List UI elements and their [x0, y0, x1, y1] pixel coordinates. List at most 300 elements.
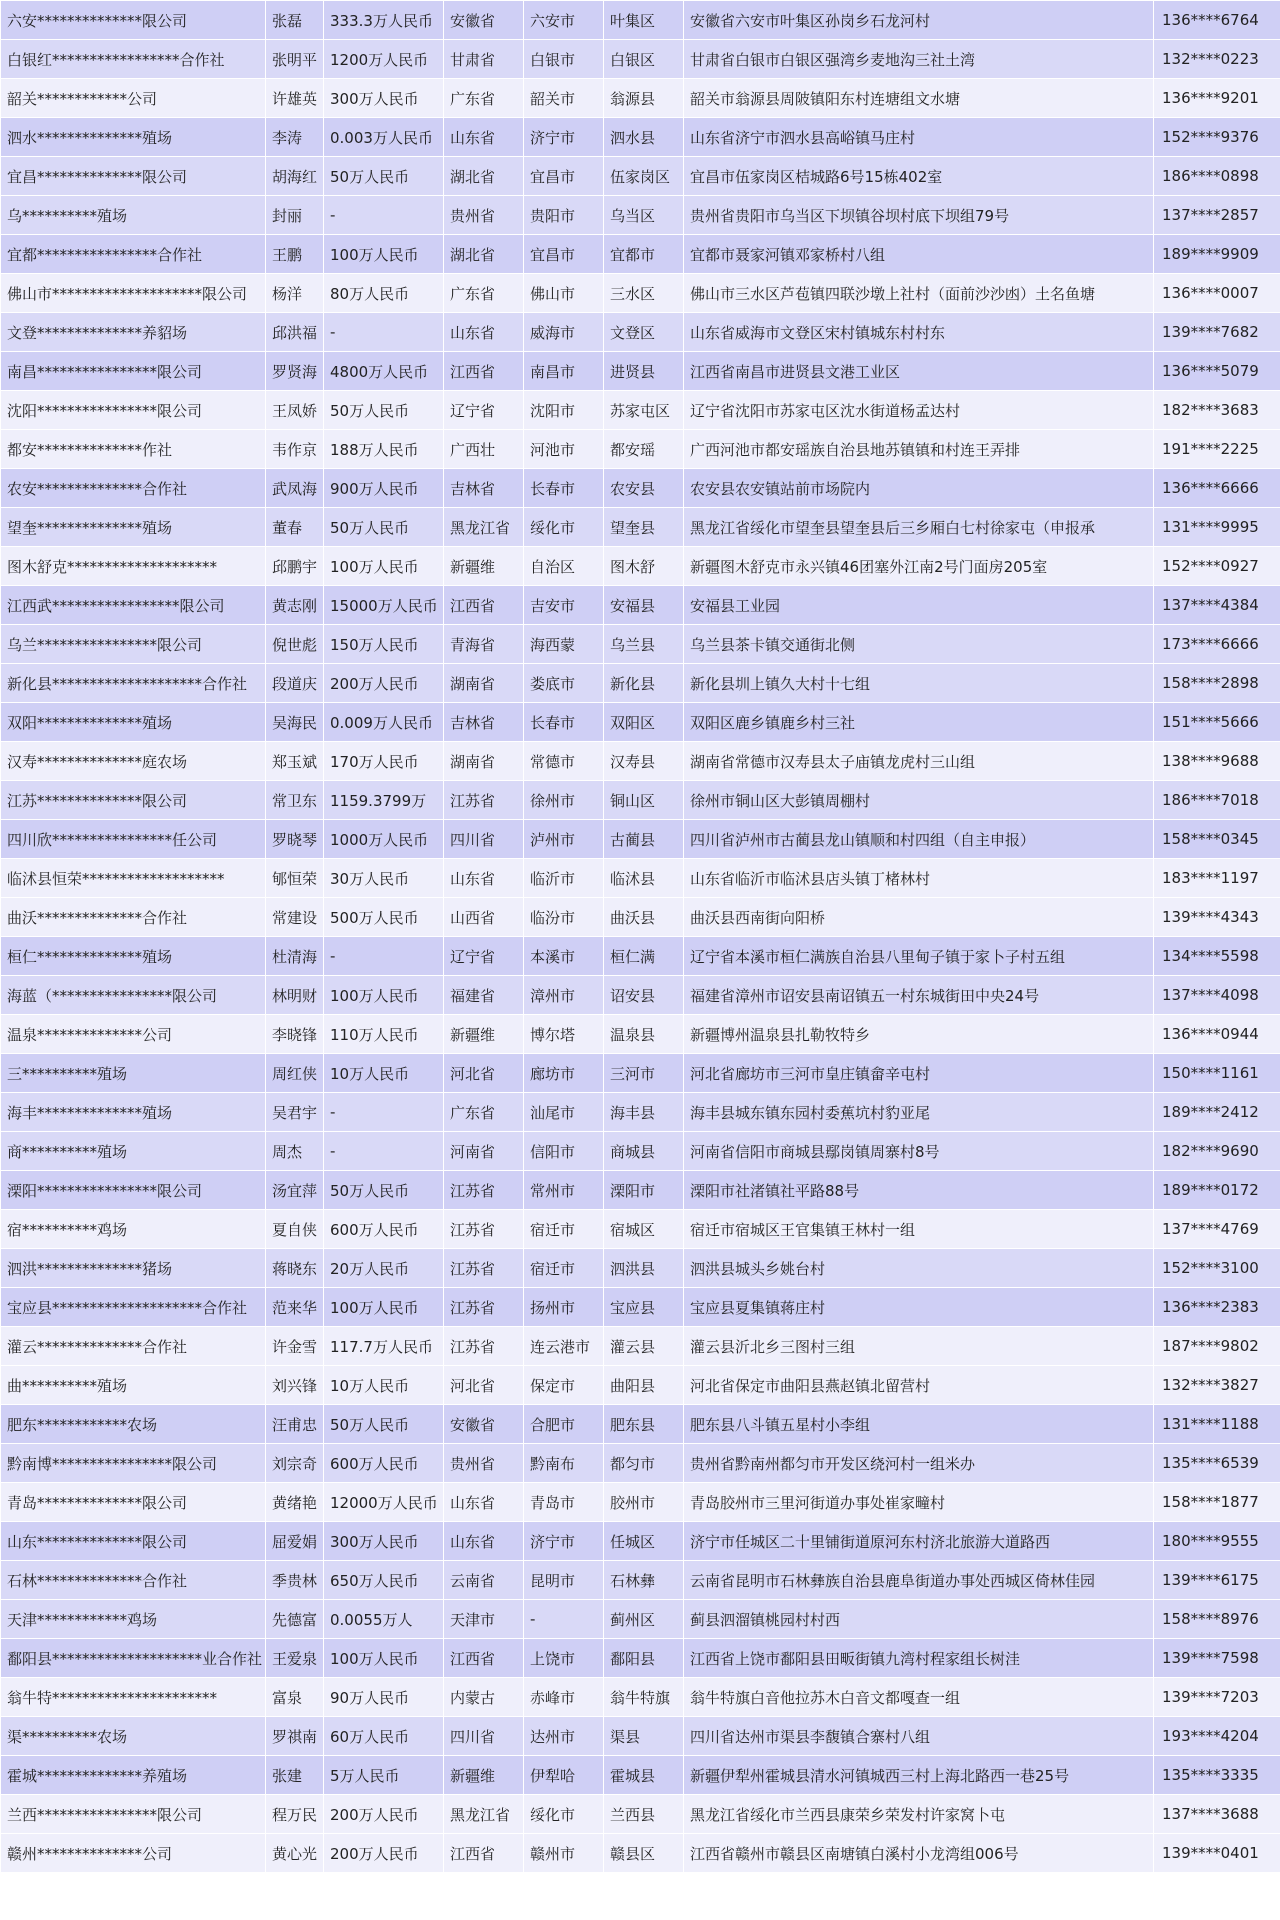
company-name-cell: 汉寿**************庭农场 — [1, 742, 266, 781]
phone-cell: 139****4343 — [1154, 898, 1280, 937]
district-cell: 都安瑶 — [604, 430, 684, 469]
legal-person-cell: 段道庆 — [266, 664, 324, 703]
city-cell: 连云港市 — [524, 1327, 604, 1366]
capital-cell: 170万人民币 — [324, 742, 444, 781]
city-cell: 常州市 — [524, 1171, 604, 1210]
phone-cell: 138****9688 — [1154, 742, 1280, 781]
legal-person-cell: 先德富 — [266, 1600, 324, 1639]
capital-cell: 50万人民币 — [324, 157, 444, 196]
address-cell: 云南省昆明市石林彝族自治县鹿阜街道办事处西城区倚林佳园 — [684, 1561, 1154, 1600]
company-name-cell: 温泉**************公司 — [1, 1015, 266, 1054]
capital-cell: 100万人民币 — [324, 1639, 444, 1678]
table-row — [1, 1483, 1280, 1522]
district-cell: 赣县区 — [604, 1834, 684, 1873]
province-cell: 天津市 — [444, 1600, 524, 1639]
address-cell: 徐州市铜山区大彭镇周棚村 — [684, 781, 1154, 820]
table-row — [1, 1678, 1280, 1717]
city-cell: 娄底市 — [524, 664, 604, 703]
capital-cell: 117.7万人民币 — [324, 1327, 444, 1366]
capital-cell: 650万人民币 — [324, 1561, 444, 1600]
address-cell: 福建省漳州市诏安县南诏镇五一村东城街田中央24号 — [684, 976, 1154, 1015]
province-cell: 吉林省 — [444, 703, 524, 742]
legal-person-cell: 吴君宇 — [266, 1093, 324, 1132]
district-cell: 三水区 — [604, 274, 684, 313]
phone-cell: 136****9201 — [1154, 79, 1280, 118]
legal-person-cell: 邱洪福 — [266, 313, 324, 352]
address-cell: 灌云县沂北乡三图村三组 — [684, 1327, 1154, 1366]
phone-cell: 187****9802 — [1154, 1327, 1280, 1366]
address-cell: 贵州省贵阳市乌当区下坝镇谷坝村底下坝组79号 — [684, 196, 1154, 235]
company-name-cell: 乌**********殖场 — [1, 196, 266, 235]
phone-cell: 180****9555 — [1154, 1522, 1280, 1561]
city-cell: - — [524, 1600, 604, 1639]
capital-cell: 50万人民币 — [324, 508, 444, 547]
city-cell: 赤峰市 — [524, 1678, 604, 1717]
legal-person-cell: 杜清海 — [266, 937, 324, 976]
capital-cell: 188万人民币 — [324, 430, 444, 469]
company-name-cell: 宜昌**************限公司 — [1, 157, 266, 196]
phone-cell: 139****0401 — [1154, 1834, 1280, 1873]
province-cell: 山东省 — [444, 1483, 524, 1522]
legal-person-cell: 郑玉斌 — [266, 742, 324, 781]
province-cell: 湖南省 — [444, 742, 524, 781]
province-cell: 山东省 — [444, 313, 524, 352]
phone-cell: 132****3827 — [1154, 1366, 1280, 1405]
district-cell: 安福县 — [604, 586, 684, 625]
address-cell: 四川省达州市渠县李馥镇合寨村八组 — [684, 1717, 1154, 1756]
phone-cell: 152****3100 — [1154, 1249, 1280, 1288]
table-row — [1, 40, 1280, 79]
district-cell: 肥东县 — [604, 1405, 684, 1444]
address-cell: 河北省廊坊市三河市皇庄镇畲辛屯村 — [684, 1054, 1154, 1093]
province-cell: 江苏省 — [444, 1327, 524, 1366]
address-cell: 山东省威海市文登区宋村镇城东村村东 — [684, 313, 1154, 352]
province-cell: 青海省 — [444, 625, 524, 664]
phone-cell: 173****6666 — [1154, 625, 1280, 664]
city-cell: 汕尾市 — [524, 1093, 604, 1132]
company-name-cell: 灌云**************合作社 — [1, 1327, 266, 1366]
capital-cell: 500万人民币 — [324, 898, 444, 937]
province-cell: 云南省 — [444, 1561, 524, 1600]
address-cell: 山东省临沂市临沭县店头镇丁楮林村 — [684, 859, 1154, 898]
table-row — [1, 1132, 1280, 1171]
legal-person-cell: 夏自侠 — [266, 1210, 324, 1249]
address-cell: 翁牛特旗白音他拉苏木白音文都嘎查一组 — [684, 1678, 1154, 1717]
city-cell: 保定市 — [524, 1366, 604, 1405]
table-row — [1, 274, 1280, 313]
district-cell: 苏家屯区 — [604, 391, 684, 430]
city-cell: 南昌市 — [524, 352, 604, 391]
district-cell: 兰西县 — [604, 1795, 684, 1834]
table-row — [1, 430, 1280, 469]
company-name-cell: 临沭县恒荣******************* — [1, 859, 266, 898]
city-cell: 徐州市 — [524, 781, 604, 820]
legal-person-cell: 王鹏 — [266, 235, 324, 274]
city-cell: 绥化市 — [524, 1795, 604, 1834]
phone-cell: 189****2412 — [1154, 1093, 1280, 1132]
province-cell: 广西壮 — [444, 430, 524, 469]
company-name-cell: 兰西****************限公司 — [1, 1795, 266, 1834]
address-cell: 河北省保定市曲阳县燕赵镇北留营村 — [684, 1366, 1154, 1405]
capital-cell: - — [324, 937, 444, 976]
city-cell: 廊坊市 — [524, 1054, 604, 1093]
city-cell: 昆明市 — [524, 1561, 604, 1600]
province-cell: 山东省 — [444, 118, 524, 157]
legal-person-cell: 张磊 — [266, 1, 324, 40]
capital-cell: 100万人民币 — [324, 1288, 444, 1327]
phone-cell: 152****9376 — [1154, 118, 1280, 157]
city-cell: 六安市 — [524, 1, 604, 40]
capital-cell: 10万人民币 — [324, 1054, 444, 1093]
legal-person-cell: 李涛 — [266, 118, 324, 157]
table-row — [1, 1210, 1280, 1249]
legal-person-cell: 黄心光 — [266, 1834, 324, 1873]
city-cell: 长春市 — [524, 469, 604, 508]
legal-person-cell: 王爱泉 — [266, 1639, 324, 1678]
legal-person-cell: 李晓锋 — [266, 1015, 324, 1054]
district-cell: 曲沃县 — [604, 898, 684, 937]
address-cell: 新化县圳上镇久大村十七组 — [684, 664, 1154, 703]
legal-person-cell: 许金雪 — [266, 1327, 324, 1366]
legal-person-cell: 封丽 — [266, 196, 324, 235]
phone-cell: 139****7598 — [1154, 1639, 1280, 1678]
district-cell: 宝应县 — [604, 1288, 684, 1327]
table-row — [1, 1717, 1280, 1756]
table-row — [1, 1093, 1280, 1132]
province-cell: 山东省 — [444, 859, 524, 898]
table-row — [1, 820, 1280, 859]
table-row — [1, 859, 1280, 898]
province-cell: 辽宁省 — [444, 937, 524, 976]
city-cell: 黔南布 — [524, 1444, 604, 1483]
city-cell: 达州市 — [524, 1717, 604, 1756]
company-name-cell: 肥东************农场 — [1, 1405, 266, 1444]
legal-person-cell: 蒋晓东 — [266, 1249, 324, 1288]
legal-person-cell: 刘宗奇 — [266, 1444, 324, 1483]
province-cell: 广东省 — [444, 1093, 524, 1132]
capital-cell: 0.009万人民币 — [324, 703, 444, 742]
capital-cell: 600万人民币 — [324, 1444, 444, 1483]
legal-person-cell: 范来华 — [266, 1288, 324, 1327]
legal-person-cell: 吴海民 — [266, 703, 324, 742]
phone-cell: 191****2225 — [1154, 430, 1280, 469]
province-cell: 四川省 — [444, 820, 524, 859]
phone-cell: 135****6539 — [1154, 1444, 1280, 1483]
phone-cell: 183****1197 — [1154, 859, 1280, 898]
legal-person-cell: 周杰 — [266, 1132, 324, 1171]
phone-cell: 158****0345 — [1154, 820, 1280, 859]
company-name-cell: 海丰**************殖场 — [1, 1093, 266, 1132]
address-cell: 农安县农安镇站前市场院内 — [684, 469, 1154, 508]
capital-cell: 15000万人民币 — [324, 586, 444, 625]
city-cell: 临汾市 — [524, 898, 604, 937]
address-cell: 河南省信阳市商城县鄢岗镇周寨村8号 — [684, 1132, 1154, 1171]
district-cell: 乌兰县 — [604, 625, 684, 664]
district-cell: 胶州市 — [604, 1483, 684, 1522]
table-row — [1, 469, 1280, 508]
city-cell: 自治区 — [524, 547, 604, 586]
district-cell: 溧阳市 — [604, 1171, 684, 1210]
district-cell: 铜山区 — [604, 781, 684, 820]
legal-person-cell: 富泉 — [266, 1678, 324, 1717]
district-cell: 三河市 — [604, 1054, 684, 1093]
table-row — [1, 235, 1280, 274]
city-cell: 常德市 — [524, 742, 604, 781]
capital-cell: - — [324, 1093, 444, 1132]
legal-person-cell: 罗晓琴 — [266, 820, 324, 859]
province-cell: 贵州省 — [444, 1444, 524, 1483]
capital-cell: 50万人民币 — [324, 1405, 444, 1444]
phone-cell: 139****7203 — [1154, 1678, 1280, 1717]
company-name-cell: 佛山市********************限公司 — [1, 274, 266, 313]
table-row — [1, 976, 1280, 1015]
table-row — [1, 664, 1280, 703]
city-cell: 贵阳市 — [524, 196, 604, 235]
company-name-cell: 沈阳****************限公司 — [1, 391, 266, 430]
district-cell: 诏安县 — [604, 976, 684, 1015]
address-cell: 肥东县八斗镇五星村小李组 — [684, 1405, 1154, 1444]
company-name-cell: 望奎**************殖场 — [1, 508, 266, 547]
district-cell: 宿城区 — [604, 1210, 684, 1249]
phone-cell: 151****5666 — [1154, 703, 1280, 742]
capital-cell: 100万人民币 — [324, 235, 444, 274]
capital-cell: 200万人民币 — [324, 1795, 444, 1834]
phone-cell: 189****0172 — [1154, 1171, 1280, 1210]
capital-cell: 300万人民币 — [324, 79, 444, 118]
address-cell: 海丰县城东镇东园村委蕉坑村豹亚尾 — [684, 1093, 1154, 1132]
province-cell: 黑龙江省 — [444, 1795, 524, 1834]
address-cell: 曲沃县西南街向阳桥 — [684, 898, 1154, 937]
company-name-cell: 农安**************合作社 — [1, 469, 266, 508]
city-cell: 宜昌市 — [524, 235, 604, 274]
district-cell: 商城县 — [604, 1132, 684, 1171]
legal-person-cell: 董春 — [266, 508, 324, 547]
company-name-cell: 都安**************作社 — [1, 430, 266, 469]
phone-cell: 132****0223 — [1154, 40, 1280, 79]
province-cell: 湖南省 — [444, 664, 524, 703]
capital-cell: 300万人民币 — [324, 1522, 444, 1561]
address-cell: 湖南省常德市汉寿县太子庙镇龙虎村三山组 — [684, 742, 1154, 781]
city-cell: 沈阳市 — [524, 391, 604, 430]
legal-person-cell: 常建设 — [266, 898, 324, 937]
company-name-cell: 南昌****************限公司 — [1, 352, 266, 391]
company-name-cell: 山东**************限公司 — [1, 1522, 266, 1561]
phone-cell: 139****7682 — [1154, 313, 1280, 352]
company-name-cell: 赣州**************公司 — [1, 1834, 266, 1873]
district-cell: 桓仁满 — [604, 937, 684, 976]
address-cell: 江西省赣州市赣县区南塘镇白溪村小龙湾组006号 — [684, 1834, 1154, 1873]
phone-cell: 136****5079 — [1154, 352, 1280, 391]
address-cell: 乌兰县茶卡镇交通街北侧 — [684, 625, 1154, 664]
city-cell: 青岛市 — [524, 1483, 604, 1522]
city-cell: 长春市 — [524, 703, 604, 742]
province-cell: 河南省 — [444, 1132, 524, 1171]
district-cell: 叶集区 — [604, 1, 684, 40]
city-cell: 佛山市 — [524, 274, 604, 313]
address-cell: 双阳区鹿乡镇鹿乡村三社 — [684, 703, 1154, 742]
phone-cell: 136****0944 — [1154, 1015, 1280, 1054]
province-cell: 江西省 — [444, 586, 524, 625]
city-cell: 绥化市 — [524, 508, 604, 547]
company-name-cell: 宿**********鸡场 — [1, 1210, 266, 1249]
province-cell: 新疆维 — [444, 547, 524, 586]
address-cell: 蓟县泗溜镇桃园村村西 — [684, 1600, 1154, 1639]
province-cell: 江西省 — [444, 1639, 524, 1678]
phone-cell: 182****3683 — [1154, 391, 1280, 430]
city-cell: 漳州市 — [524, 976, 604, 1015]
table-row — [1, 1834, 1280, 1873]
company-name-cell: 四川欣****************任公司 — [1, 820, 266, 859]
legal-person-cell: 邱鹏宇 — [266, 547, 324, 586]
phone-cell: 131****1188 — [1154, 1405, 1280, 1444]
district-cell: 泗洪县 — [604, 1249, 684, 1288]
capital-cell: 5万人民币 — [324, 1756, 444, 1795]
company-name-cell: 石林**************合作社 — [1, 1561, 266, 1600]
address-cell: 新疆博州温泉县扎勒牧特乡 — [684, 1015, 1154, 1054]
phone-cell: 150****1161 — [1154, 1054, 1280, 1093]
table-row — [1, 1, 1280, 40]
province-cell: 广东省 — [444, 79, 524, 118]
capital-cell: - — [324, 313, 444, 352]
legal-person-cell: 张明平 — [266, 40, 324, 79]
province-cell: 湖北省 — [444, 235, 524, 274]
district-cell: 临沭县 — [604, 859, 684, 898]
legal-person-cell: 韦作京 — [266, 430, 324, 469]
capital-cell: 600万人民币 — [324, 1210, 444, 1249]
district-cell: 渠县 — [604, 1717, 684, 1756]
city-cell: 吉安市 — [524, 586, 604, 625]
company-name-cell: 泗水**************殖场 — [1, 118, 266, 157]
province-cell: 福建省 — [444, 976, 524, 1015]
capital-cell: 0.0055万人 — [324, 1600, 444, 1639]
capital-cell: 200万人民币 — [324, 1834, 444, 1873]
company-name-cell: 江苏**************限公司 — [1, 781, 266, 820]
capital-cell: 100万人民币 — [324, 547, 444, 586]
table-row — [1, 1288, 1280, 1327]
district-cell: 鄱阳县 — [604, 1639, 684, 1678]
capital-cell: 200万人民币 — [324, 664, 444, 703]
province-cell: 江西省 — [444, 1834, 524, 1873]
company-name-cell: 翁牛特********************** — [1, 1678, 266, 1717]
province-cell: 江苏省 — [444, 781, 524, 820]
table-row — [1, 196, 1280, 235]
table-row — [1, 313, 1280, 352]
capital-cell: - — [324, 196, 444, 235]
province-cell: 江苏省 — [444, 1288, 524, 1327]
legal-person-cell: 杨洋 — [266, 274, 324, 313]
legal-person-cell: 武凤海 — [266, 469, 324, 508]
district-cell: 汉寿县 — [604, 742, 684, 781]
company-name-cell: 宜都****************合作社 — [1, 235, 266, 274]
capital-cell: 20万人民币 — [324, 1249, 444, 1288]
phone-cell: 131****9995 — [1154, 508, 1280, 547]
company-name-cell: 图木舒克******************** — [1, 547, 266, 586]
city-cell: 济宁市 — [524, 1522, 604, 1561]
capital-cell: 12000万人民币 — [324, 1483, 444, 1522]
phone-cell: 158****2898 — [1154, 664, 1280, 703]
address-cell: 安徽省六安市叶集区孙岗乡石龙河村 — [684, 1, 1154, 40]
legal-person-cell: 林明财 — [266, 976, 324, 1015]
address-cell: 辽宁省本溪市桓仁满族自治县八里甸子镇于家卜子村五组 — [684, 937, 1154, 976]
province-cell: 河北省 — [444, 1366, 524, 1405]
province-cell: 辽宁省 — [444, 391, 524, 430]
city-cell: 海西蒙 — [524, 625, 604, 664]
legal-person-cell: 刘兴锋 — [266, 1366, 324, 1405]
company-name-cell: 六安**************限公司 — [1, 1, 266, 40]
city-cell: 宜昌市 — [524, 157, 604, 196]
city-cell: 博尔塔 — [524, 1015, 604, 1054]
city-cell: 宿迁市 — [524, 1249, 604, 1288]
company-name-cell: 韶关************公司 — [1, 79, 266, 118]
district-cell: 文登区 — [604, 313, 684, 352]
district-cell: 宜都市 — [604, 235, 684, 274]
district-cell: 白银区 — [604, 40, 684, 79]
capital-cell: 110万人民币 — [324, 1015, 444, 1054]
capital-cell: 30万人民币 — [324, 859, 444, 898]
district-cell: 农安县 — [604, 469, 684, 508]
table-row — [1, 1795, 1280, 1834]
table-row — [1, 1327, 1280, 1366]
city-cell: 泸州市 — [524, 820, 604, 859]
city-cell: 合肥市 — [524, 1405, 604, 1444]
capital-cell: 0.003万人民币 — [324, 118, 444, 157]
table-row — [1, 625, 1280, 664]
province-cell: 新疆维 — [444, 1756, 524, 1795]
district-cell: 新化县 — [604, 664, 684, 703]
company-name-cell: 曲沃**************合作社 — [1, 898, 266, 937]
city-cell: 宿迁市 — [524, 1210, 604, 1249]
capital-cell: 4800万人民币 — [324, 352, 444, 391]
district-cell: 曲阳县 — [604, 1366, 684, 1405]
table-row — [1, 508, 1280, 547]
district-cell: 海丰县 — [604, 1093, 684, 1132]
phone-cell: 135****3335 — [1154, 1756, 1280, 1795]
table-row — [1, 118, 1280, 157]
capital-cell: 100万人民币 — [324, 976, 444, 1015]
address-cell: 宜都市聂家河镇邓家桥村八组 — [684, 235, 1154, 274]
district-cell: 石林彝 — [604, 1561, 684, 1600]
capital-cell: 333.3万人民币 — [324, 1, 444, 40]
legal-person-cell: 屈爱娟 — [266, 1522, 324, 1561]
district-cell: 翁源县 — [604, 79, 684, 118]
table-body — [1, 1, 1280, 1873]
city-cell: 扬州市 — [524, 1288, 604, 1327]
phone-cell: 137****4769 — [1154, 1210, 1280, 1249]
legal-person-cell: 倪世彪 — [266, 625, 324, 664]
table-row — [1, 898, 1280, 937]
legal-person-cell: 许雄英 — [266, 79, 324, 118]
address-cell: 佛山市三水区芦苞镇四联沙墩上社村（面前沙沙凼）土名鱼塘 — [684, 274, 1154, 313]
district-cell: 任城区 — [604, 1522, 684, 1561]
city-cell: 威海市 — [524, 313, 604, 352]
table-row — [1, 937, 1280, 976]
province-cell: 四川省 — [444, 1717, 524, 1756]
legal-person-cell: 汪甫忠 — [266, 1405, 324, 1444]
table-row — [1, 1366, 1280, 1405]
province-cell: 江苏省 — [444, 1210, 524, 1249]
city-cell: 赣州市 — [524, 1834, 604, 1873]
phone-cell: 137****2857 — [1154, 196, 1280, 235]
district-cell: 进贤县 — [604, 352, 684, 391]
legal-person-cell: 黄绪艳 — [266, 1483, 324, 1522]
capital-cell: 10万人民币 — [324, 1366, 444, 1405]
table-row — [1, 79, 1280, 118]
city-cell: 韶关市 — [524, 79, 604, 118]
legal-person-cell: 周红侠 — [266, 1054, 324, 1093]
phone-cell: 182****9690 — [1154, 1132, 1280, 1171]
capital-cell: 1159.3799万 — [324, 781, 444, 820]
table-row — [1, 1522, 1280, 1561]
